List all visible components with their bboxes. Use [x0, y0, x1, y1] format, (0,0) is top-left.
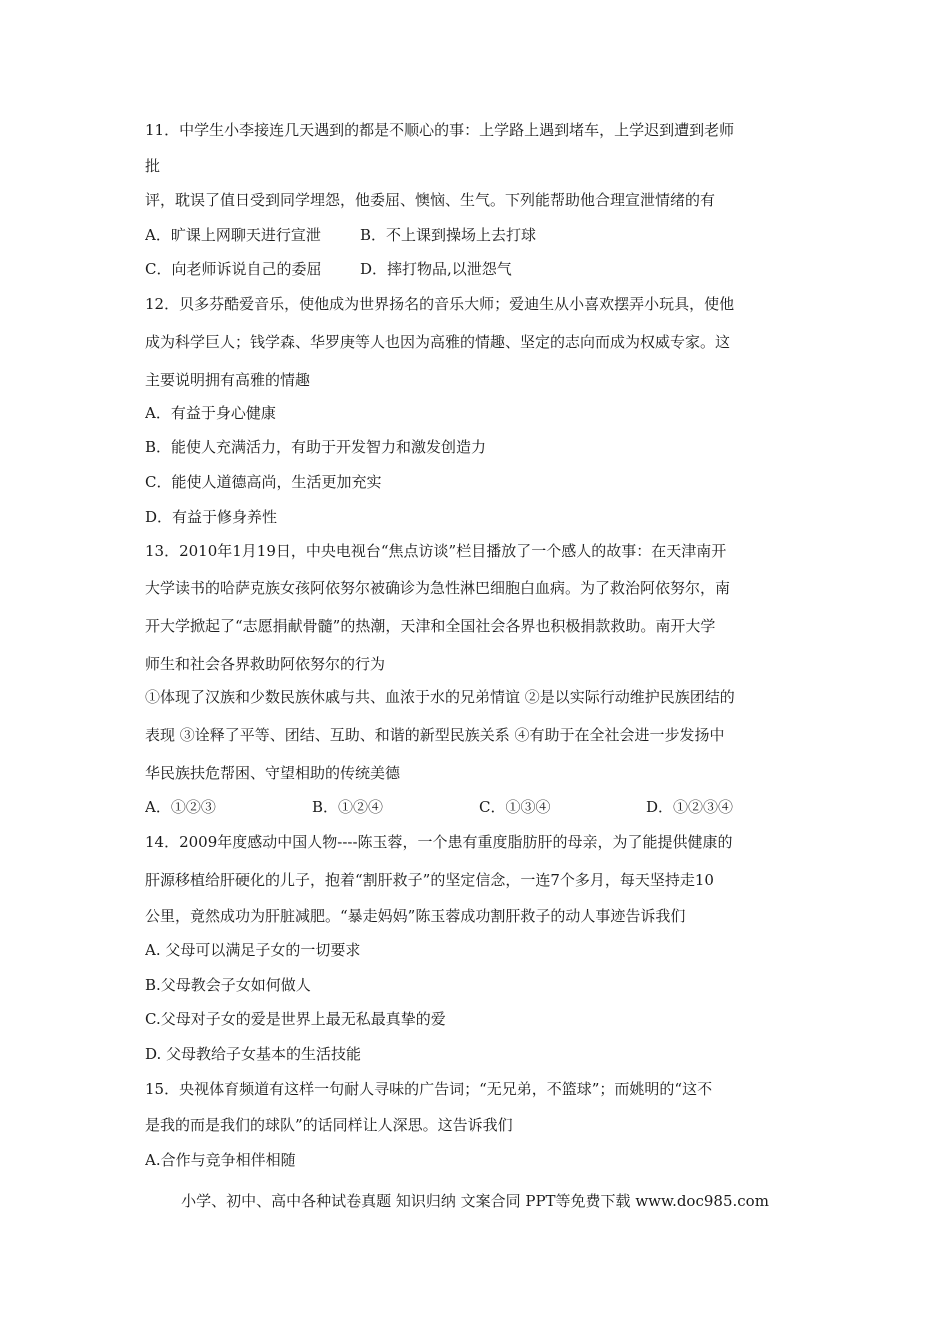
q15-option-a: A.合作与竞争相伴相随 [145, 1151, 296, 1169]
q13-option-b: B．①②④ [312, 798, 384, 816]
q11-options-row-1 [145, 225, 810, 245]
q13-stem-line-7: 华民族扶危帮困、守望相助的传统美德 [145, 764, 401, 782]
q13-stem-line-1: 13．2010年1月19日，中央电视台“焦点访谈”栏目播放了一个感人的故事：在天津南开 [145, 542, 727, 560]
q13-stem-line-4: 师生和社会各界救助阿依努尔的行为 [145, 655, 386, 673]
q12-option-b: B．能使人充满活力，有助于开发智力和激发创造力 [145, 438, 487, 456]
q12-stem-line-3: 主要说明拥有高雅的情趣 [145, 371, 311, 389]
q15-stem-line-1: 15．央视体育频道有这样一句耐人寻味的广告词；“无兄弟，不篮球”；而姚明的“这不 [145, 1080, 713, 1098]
q13-options-row [145, 797, 810, 817]
q14-option-c: C.父母对子女的爱是世界上最无私最真挚的爱 [145, 1010, 446, 1028]
q11-stem-line-2: 批 [145, 157, 161, 175]
q14-stem-line-3: 公里，竟然成功为肝脏减肥。“暴走妈妈”陈玉蓉成功割肝救子的动人事迹告诉我们 [145, 907, 686, 925]
q12-stem-line-1: 12．贝多芬酷爱音乐，使他成为世界扬名的音乐大师；爱迪生从小喜欢摆弄小玩具，使他 [145, 295, 735, 313]
q13-stem-line-3: 开大学掀起了“志愿捐献骨髓”的热潮，天津和全国社会各界也积极捐款救助。南开大学 [145, 617, 716, 635]
q13-option-d: D．①②③④ [646, 798, 734, 816]
page-footer: 小学、初中、高中各种试卷真题 知识归纳 文案合同 PPT等免费下载 www.doc985.com [181, 1192, 769, 1210]
q14-option-b: B.父母教会子女如何做人 [145, 976, 311, 994]
q11-option-c: C．向老师诉说自己的委屈 [145, 260, 322, 278]
q14-option-a: A. 父母可以满足子女的一切要求 [145, 941, 361, 959]
q11-stem-line-3: 评，耽误了值日受到同学埋怨，他委屈、懊恼、生气。下列能帮助他合理宣泄情绪的有 [145, 191, 716, 209]
q12-option-d: D．有益于修身养性 [145, 508, 278, 526]
q14-stem-line-2: 肝源移植给肝硬化的儿子，抱着“割肝救子”的坚定信念，一连7个多月，每天坚持走10 [145, 871, 714, 889]
q12-option-a: A．有益于身心健康 [145, 404, 276, 422]
q12-option-c: C．能使人道德高尚，生活更加充实 [145, 473, 382, 491]
q15-stem-line-2: 是我的而是我们的球队”的话同样让人深思。这告诉我们 [145, 1116, 513, 1134]
q11-option-b: B．不上课到操场上去打球 [360, 226, 537, 244]
q13-stem-line-5: ①体现了汉族和少数民族休戚与共、血浓于水的兄弟情谊 ②是以实际行动维护民族团结的 [145, 688, 735, 706]
q12-stem-line-2: 成为科学巨人；钱学森、华罗庚等人也因为高雅的情趣、坚定的志向而成为权威专家。这 [145, 333, 731, 351]
q13-stem-line-6: 表现 ③诠释了平等、团结、互助、和谐的新型民族关系 ④有助于在全社会进一步发扬中 [145, 726, 725, 744]
q13-stem-line-2: 大学读书的哈萨克族女孩阿依努尔被确诊为急性淋巴细胞白血病。为了救治阿依努尔，南 [145, 579, 731, 597]
q11-option-a: A．旷课上网聊天进行宣泄 [145, 226, 321, 244]
q14-option-d: D. 父母教给子女基本的生活技能 [145, 1045, 362, 1063]
q14-stem-line-1: 14．2009年度感动中国人物----陈玉蓉，一个患有重度脂肪肝的母亲，为了能提供健康的 [145, 833, 733, 851]
q11-stem-line-1: 11．中学生小李接连几天遇到的都是不顺心的事：上学路上遇到堵车，上学迟到遭到老师 [145, 121, 735, 139]
q11-options-row-2 [145, 259, 810, 279]
q11-option-d: D．摔打物品,以泄怨气 [360, 260, 512, 278]
q13-option-a: A．①②③ [145, 798, 216, 816]
q13-option-c: C．①③④ [479, 798, 551, 816]
